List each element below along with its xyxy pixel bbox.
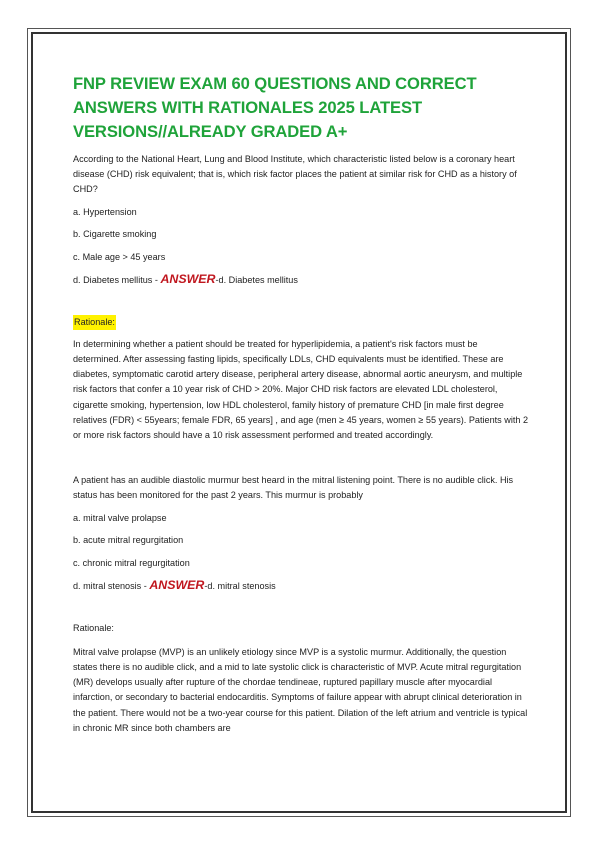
question-1-stem: According to the National Heart, Lung and Blood Institute, which characteristic listed below is a coronary heart disease (CHD) risk equivalent; that is, which risk factor places the patient at similar risk for CHD as a history of CHD? (73, 154, 517, 195)
rationale-1-text: In determining whether a patient should be treated for hyperlipidemia, a patient's risk factors must be determined. After assessing fasting lipids, specifically LDLs, CHD equivalents must be identified. These are diabetes, symptomatic carotid artery disease, peripheral artery disease, abnormal aortic aneurysm, and multiple risk factors that confer a 10 year risk of CHD > 20%. Major CHD risk factors are elevated LDL cholesterol, cigarette smoking, hypertension, low HDL cholesterol, family history of premature CHD [in male first degree relatives (FDR) < 55years; female FDR, 65 years] , and age (men ≥ 45 years, women ≥ 55 years). Patients with 2 or more risk factors should have a 10 risk assessment performed and treated accordingly. (73, 338, 529, 441)
answer-keyword: ANSWER (160, 272, 216, 287)
question-1-option-b: b. Cigarette smoking (73, 229, 157, 240)
question-2-option-d-label: d. mitral stenosis - (73, 581, 150, 592)
document-title: FNP REVIEW EXAM 60 QUESTIONS AND CORRECT ANSWERS WITH RATIONALES 2025 LATEST VERSIONS//ALREADY GRADED A+ (73, 74, 477, 141)
question-2-stem: A patient has an audible diastolic murmur best heard in the mitral listening point. There is no audible click. His status has been monitored for the past 2 years. This murmur is probably (73, 475, 514, 501)
rationale-2-label: Rationale: (73, 622, 114, 633)
question-1-option-d-label: d. Diabetes mellitus - (73, 275, 161, 286)
document-body (73, 72, 528, 736)
question-2-option-c: c. chronic mitral regurgitation (73, 557, 190, 568)
question-2-answer: -d. mitral stenosis (204, 581, 276, 592)
question-1-option-a: a. Hypertension (73, 206, 137, 217)
rationale-1-heading (73, 315, 528, 330)
question-1-option-c: c. Male age > 45 years (73, 251, 166, 262)
rationale-2-text: Mitral valve prolapse (MVP) is an unlikely etiology since MVP is a systolic murmur. Additionally, the question states there is no audible click, and a mid to late systolic click is characteristic of MVP. Acute mitral regurgitation (MR) develops usually after rupture of the chordae tendineae, ruptured papillary muscle after myocardial infarction, or secondary to bacterial endocarditis. Symptoms of failure appear with abrupt clinical deterioration in the patient. There would not be a two-year course for this patient. Dilation of the left atrium and ventricle is typical in chronic MR since both chambers are (73, 646, 528, 733)
question-1-option-d (73, 272, 528, 288)
question-2-option-d (73, 578, 528, 594)
question-1-answer: -d. Diabetes mellitus (215, 275, 298, 286)
answer-keyword: ANSWER (149, 578, 205, 593)
rationale-1-label: Rationale: (73, 315, 116, 330)
question-2-option-b: b. acute mitral regurgitation (73, 535, 184, 546)
question-2-option-a: a. mitral valve prolapse (73, 512, 167, 523)
